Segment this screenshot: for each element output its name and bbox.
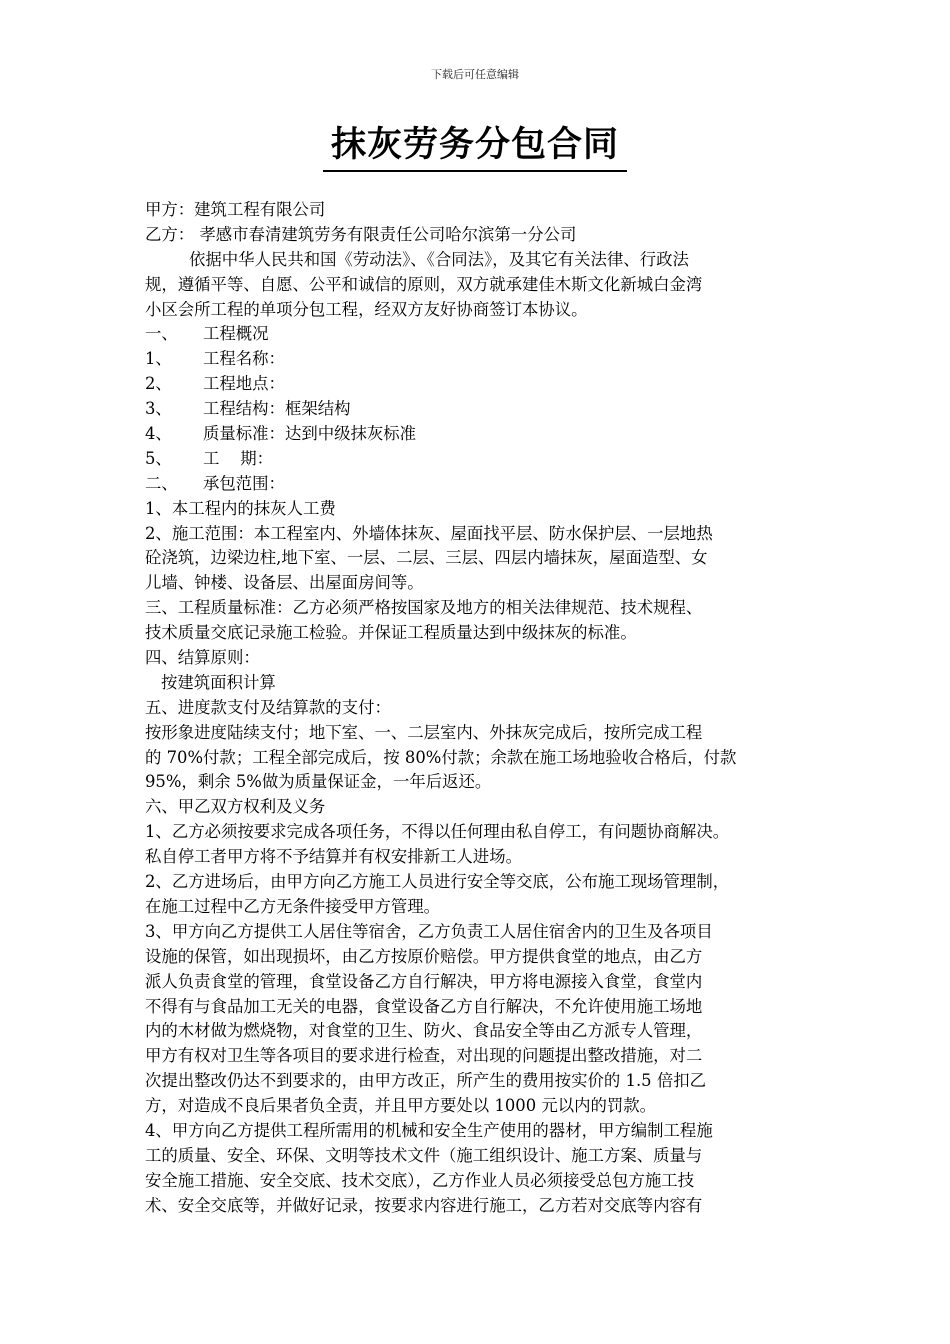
header-note: 下载后可任意编辑	[431, 68, 519, 81]
rights-line: 甲方有权对卫生等各项目的要求进行检查，对出现的问题提出整改措施，对二	[145, 1046, 703, 1066]
rights-line: 工的质量、安全、环保、文明等技术文件（施工组织设计、施工方案、质量与	[145, 1145, 703, 1165]
overview-item	[145, 397, 810, 422]
item-number: 3、	[145, 399, 172, 419]
settlement-text: 按建筑面积计算	[161, 672, 276, 692]
rights-line: 不得有与食品加工无关的电器，食堂设备乙方自行解决，不允许使用施工场地	[145, 996, 703, 1016]
section-number: 二、	[145, 473, 178, 493]
item-number: 5、	[145, 448, 172, 468]
section-label: 工程概况	[203, 324, 269, 344]
item-text: 工程结构：框架结构	[203, 399, 351, 419]
payment-line: 95%，剩余 5%做为质量保证金，一年后返还。	[145, 772, 492, 792]
payment-heading: 五、进度款支付及结算款的支付：	[145, 697, 391, 717]
rights-line: 2、乙方进场后，由甲方向乙方施工人员进行安全等交底，公布施工现场管理制，	[145, 872, 730, 892]
rights-line: 内的木材做为燃烧物，对食堂的卫生、防火、食品安全等由乙方派专人管理，	[145, 1021, 703, 1041]
rights-line: 术、安全交底等，并做好记录，按要求内容进行施工，乙方若对交底等内容有	[145, 1195, 703, 1215]
rights-line: 派人负责食堂的管理，食堂设备乙方自行解决，甲方将电源接入食堂，食堂内	[145, 971, 703, 991]
scope-line: 2、施工范围：本工程室内、外墙体抹灰、屋面找平层、防水保护层、一层地热	[145, 523, 713, 543]
payment-line: 按形象进度陆续支付；地下室、一、二层室内、外抹灰完成后，按所完成工程	[145, 722, 703, 742]
title-container	[0, 122, 950, 172]
overview-item	[145, 422, 810, 447]
item-number: 1、	[145, 349, 172, 369]
rights-line: 4、甲方向乙方提供工程所需用的机械和安全生产使用的器材，甲方编制工程施	[145, 1120, 713, 1140]
rights-line: 1、乙方必须按要求完成各项任务，不得以任何理由私自停工，有问题协商解决。	[145, 822, 730, 842]
section-label: 承包范围：	[203, 473, 285, 493]
overview-item	[145, 447, 810, 472]
rights-line: 方，对造成不良后果者负全责，并且甲方要处以 1000 元以内的罚款。	[145, 1096, 657, 1116]
item-text: 工程名称：	[203, 349, 285, 369]
scope-line: 1、本工程内的抹灰人工费	[145, 498, 336, 518]
item-number: 2、	[145, 374, 172, 394]
rights-line: 3、甲方向乙方提供工人居住等宿舍，乙方负责工人居住宿舍内的卫生及各项目	[145, 921, 713, 941]
party-b-line: 乙方： 孝感市春清建筑劳务有限责任公司哈尔滨第一分公司	[145, 224, 577, 244]
payment-line: 的 70%付款；工程全部完成后，按 80%付款；余款在施工场地验收合格后，付款	[145, 747, 737, 767]
overview-item	[145, 372, 810, 397]
intro-line: 小区会所工程的单项分包工程，经双方友好协商签订本协议。	[145, 299, 588, 319]
section-heading-scope	[145, 472, 810, 497]
settlement-heading: 四、结算原则：	[145, 648, 260, 668]
section-heading-overview	[145, 322, 810, 347]
party-a-line: 甲方：建筑工程有限公司	[145, 200, 326, 219]
rights-line: 次提出整改仍达不到要求的，由甲方改正，所产生的费用按实价的 1.5 倍扣乙	[145, 1071, 706, 1091]
item-text: 工程地点：	[203, 374, 285, 394]
scope-line: 儿墙、钟楼、设备层、出屋面房间等。	[145, 573, 424, 593]
item-text: 工 期：	[203, 448, 274, 468]
quality-line: 技术质量交底记录施工检验。并保证工程质量达到中级抹灰的标准。	[145, 623, 637, 643]
rights-line: 私自停工者甲方将不予结算并有权安排新工人进场。	[145, 847, 522, 867]
rights-heading: 六、甲乙双方权利及义务	[145, 797, 326, 817]
rights-line: 设施的保管，如出现损坏，由乙方按原价赔偿。甲方提供食堂的地点，由乙方	[145, 946, 703, 966]
overview-item	[145, 347, 810, 372]
intro-line: 规，遵循平等、自愿、公平和诚信的原则，双方就承建佳木斯文化新城白金湾	[145, 274, 703, 294]
rights-line: 在施工过程中乙方无条件接受甲方管理。	[145, 896, 441, 916]
item-number: 4、	[145, 424, 172, 444]
intro-line: 依据中华人民共和国《劳动法》、《合同法》，及其它有关法律、行政法	[189, 249, 689, 269]
document-title: 抹灰劳务分包合同	[323, 122, 627, 172]
scope-line: 砼浇筑，边梁边柱,地下室、一层、二层、三层、四层内墙抹灰，屋面造型、女	[145, 548, 708, 568]
item-text: 质量标准：达到中级抹灰标准	[203, 424, 417, 444]
rights-line: 安全施工措施、安全交底、技术交底），乙方作业人员必须接受总包方施工技	[145, 1170, 695, 1190]
section-number: 一、	[145, 324, 178, 344]
contract-body	[145, 198, 810, 1219]
quality-line: 三、工程质量标准：乙方必须严格按国家及地方的相关法律规范、技术规程、	[145, 598, 703, 618]
